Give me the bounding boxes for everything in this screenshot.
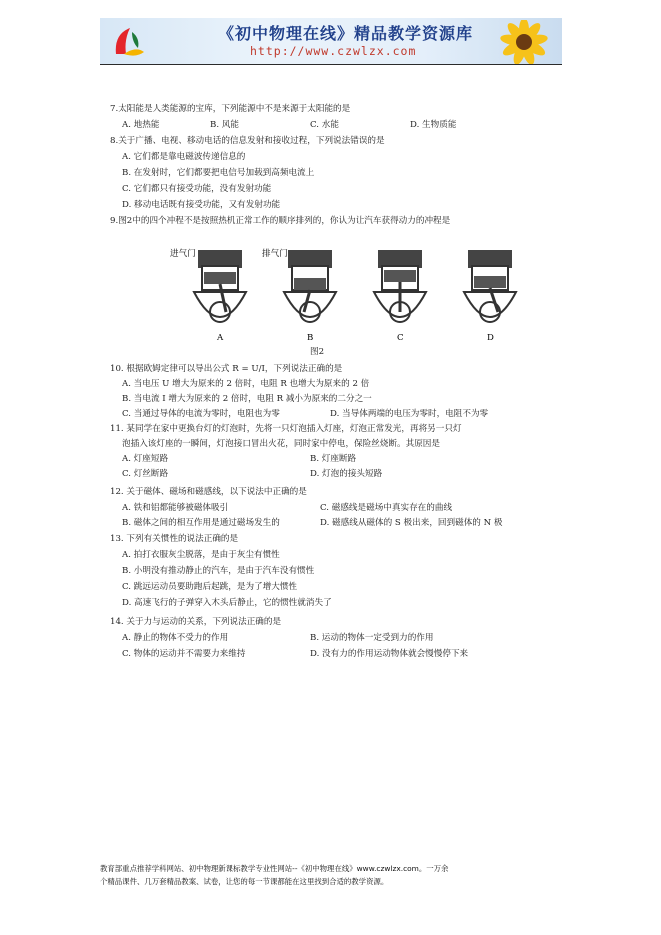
intake-label: 进气门 — [170, 249, 196, 259]
question-7: 7.太阳能是人类能源的宝库，下列能源中不是来源于太阳能的是 — [110, 104, 351, 114]
logo-icon — [110, 24, 146, 60]
engine-B — [284, 250, 336, 322]
option: B. 当电流 I 增大为原来的 2 倍时，电阻 R 减小为原来的二分之一 — [122, 394, 372, 404]
footer-line-2: 个精品课件、几万套精品教案、试卷，让您的每一节课都能在这里找到合适的教学资源。 — [100, 877, 389, 886]
engine-A — [194, 250, 246, 322]
option: D. 移动电话既有接受功能，又有发射功能 — [122, 200, 281, 210]
exhaust-label: 排气门 — [262, 249, 288, 259]
option: B. 风能 — [210, 120, 239, 130]
exam-page — [110, 102, 560, 672]
question-12: 12. 关于磁体、磁场和磁感线，以下说法中正确的是 — [110, 487, 307, 497]
label-C: C — [397, 333, 404, 342]
option: A. 地热能 — [122, 120, 160, 130]
header-banner — [100, 18, 562, 65]
option: B. 在发射时，它们都要把电信号加载到高频电流上 — [122, 168, 315, 178]
engine-D — [464, 250, 516, 322]
option: A. 拍打衣服灰尘脱落，是由于灰尘有惯性 — [122, 550, 280, 560]
option: D. 生物质能 — [410, 120, 457, 130]
option: C. 跳远运动员要助跑后起跳，是为了增大惯性 — [122, 582, 298, 592]
header-title: 《初中物理在线》精品教学资源库 — [218, 24, 474, 43]
question-10: 10. 根据欧姆定律可以导出公式 R = U/I，下列说法正确的是 — [110, 364, 343, 374]
option: A. 它们都是靠电磁波传递信息的 — [122, 152, 246, 162]
option: B. 灯座断路 — [310, 454, 357, 464]
option: A. 灯座短路 — [122, 454, 169, 464]
question-11: 11. 某同学在家中更换台灯的灯泡时，先将一只灯泡插入灯座，灯泡正常发光，再将另一只灯 — [110, 424, 462, 434]
option: D. 高速飞行的子弹穿入木头后静止，它的惯性就消失了 — [122, 598, 332, 608]
question-13: 13. 下列有关惯性的说法正确的是 — [110, 534, 239, 544]
engine-strokes-figure — [170, 242, 540, 342]
option: C. 磁感线是磁场中真实存在的曲线 — [320, 503, 453, 513]
figure-caption: 图2 — [310, 347, 325, 357]
question-14: 14. 关于力与运动的关系，下列说法正确的是 — [110, 617, 282, 627]
engine-C — [374, 250, 426, 322]
label-B: B — [307, 333, 314, 342]
header-url[interactable]: http://www.czwlzx.com — [250, 44, 417, 58]
option: B. 磁体之间的相互作用是通过磁场发生的 — [122, 518, 280, 528]
option: A. 铁和铝都能够被磁体吸引 — [122, 503, 229, 513]
option: D. 当导体两端的电压为零时，电阻不为零 — [330, 409, 489, 419]
question-11-cont: 泡插入该灯座的一瞬间，灯泡接口冒出火花，同时家中停电，保险丝烧断。其原因是 — [122, 439, 440, 449]
option: D. 磁感线从磁体的 S 极出来，回到磁体的 N 极 — [320, 518, 503, 528]
option: C. 它们都只有接受功能，没有发射功能 — [122, 184, 272, 194]
option: A. 静止的物体不受力的作用 — [122, 633, 229, 643]
option: B. 运动的物体一定受到力的作用 — [310, 633, 434, 643]
option: C. 当通过导体的电流为零时，电阻也为零 — [122, 409, 280, 419]
sunflower-icon — [494, 20, 554, 64]
footer-line-1: 教育部重点推荐学科网站、初中物理新课标教学专业性网站--《初中物理在线》www.czwlzx.com。一万余 — [100, 864, 449, 873]
footer — [100, 862, 570, 888]
option: C. 灯丝断路 — [122, 469, 169, 479]
option: C. 物体的运动并不需要力来维持 — [122, 649, 246, 659]
question-8: 8.关于广播、电视、移动电话的信息发射和接收过程，下列说法错误的是 — [110, 136, 385, 146]
option: A. 当电压 U 增大为原来的 2 倍时，电阻 R 也增大为原来的 2 倍 — [122, 379, 370, 389]
label-A: A — [217, 333, 224, 342]
option: C. 水能 — [310, 120, 339, 130]
label-D: D — [487, 333, 494, 342]
option: B. 小明没有推动静止的汽车，是由于汽车没有惯性 — [122, 566, 315, 576]
question-9: 9.图2中的四个冲程不是按照热机正常工作的顺序排列的，你认为让汽车获得动力的冲程是 — [110, 216, 451, 226]
option: D. 没有力的作用运动物体就会慢慢停下来 — [310, 649, 469, 659]
option: D. 灯泡的接头短路 — [310, 469, 383, 479]
